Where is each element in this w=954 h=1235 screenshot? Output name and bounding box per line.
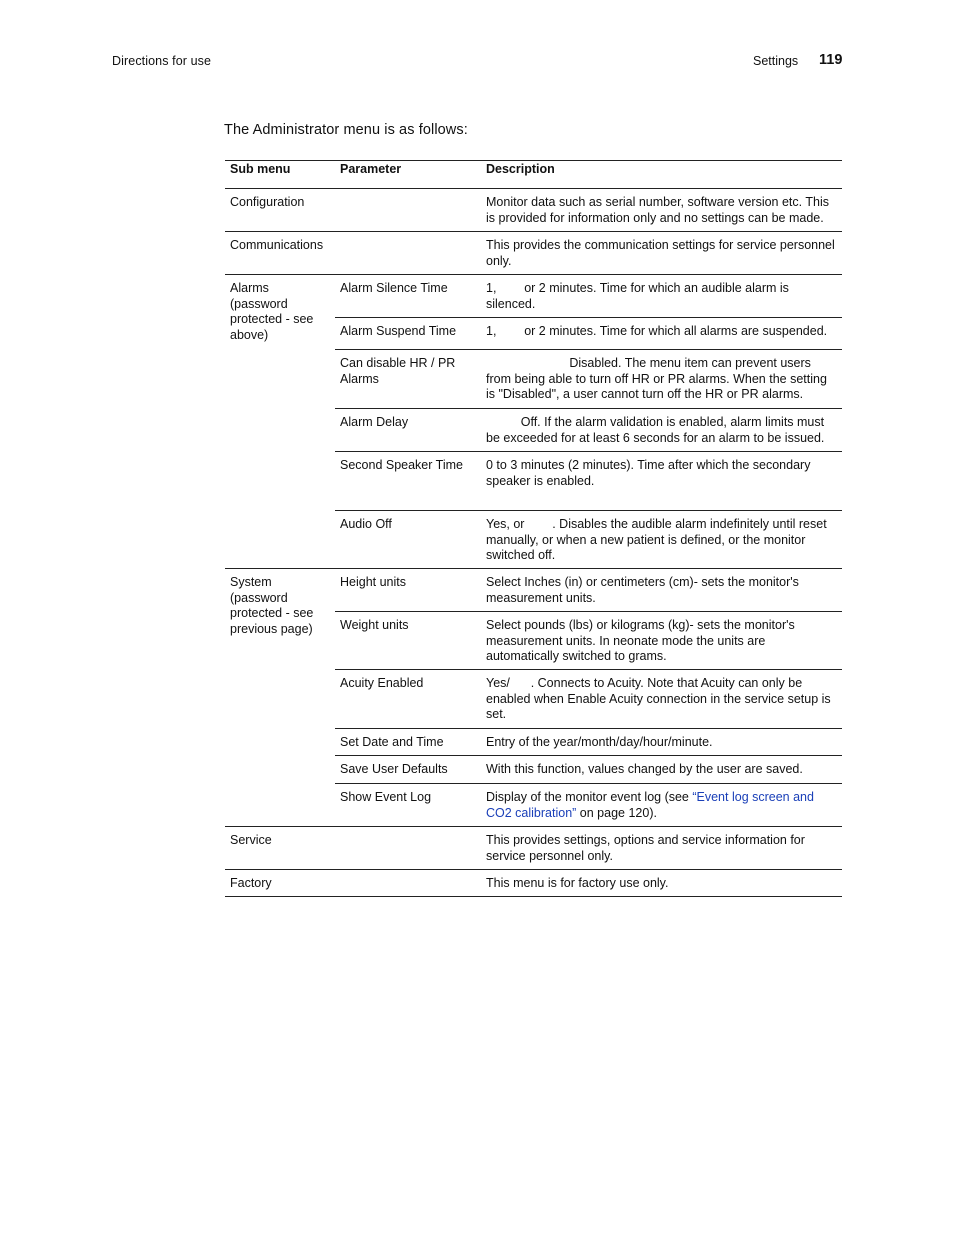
description-cell [481, 784, 842, 827]
parameter-cell [335, 870, 481, 897]
description-cell: Entry of the year/month/day/hour/minute. [481, 729, 842, 756]
parameter-cell [335, 232, 481, 275]
description-cell: This provides settings, options and service information for service personnel only. [481, 827, 842, 870]
cross-reference-link[interactable]: “Event log screen and CO2 calibration” [486, 790, 818, 820]
table-row [225, 827, 842, 870]
parameter-cell: Save User Defaults [335, 756, 481, 784]
parameter-cell: Acuity Enabled [335, 670, 481, 729]
parameter-cell: Audio Off [335, 511, 481, 569]
column-header-parameter: Parameter [335, 161, 481, 189]
parameter-cell: Height units [335, 569, 481, 612]
description-cell: Disabled. The menu item can prevent users from being able to turn off HR or PR alarms. When the setting is "Disabled", a user cannot turn off the HR or PR alarms. [481, 350, 842, 409]
table-header-row [225, 161, 842, 189]
description-cell: This menu is for factory use only. [481, 870, 842, 897]
description-text: Display of the monitor event log (see [486, 790, 693, 804]
parameter-cell [335, 189, 481, 232]
column-header-submenu: Sub menu [225, 161, 335, 189]
description-cell: Monitor data such as serial number, software version etc. This is provided for information only and no settings can be made. [481, 189, 842, 232]
running-header-section: Settings [753, 54, 799, 68]
parameter-cell: Show Event Log [335, 784, 481, 827]
column-header-description: Description [481, 161, 842, 189]
intro-text: The Administrator menu is as follows: [224, 122, 468, 138]
description-cell: Yes/ . Connects to Acuity. Note that Acuity can only be enabled when Enable Acuity connection in the service setup is set. [481, 670, 842, 729]
submenu-cell: Factory [225, 870, 335, 897]
parameter-cell [335, 827, 481, 870]
parameter-cell: Weight units [335, 612, 481, 670]
page-number: 119 [819, 52, 843, 68]
submenu-cell: Configuration [225, 189, 335, 232]
table-row [225, 275, 842, 318]
description-text: on page 120). [576, 805, 657, 820]
table-row [225, 189, 842, 232]
administrator-menu-table [225, 160, 842, 897]
running-header-title: Directions for use [112, 54, 212, 68]
description-cell: This provides the communication settings for service personnel only. [481, 232, 842, 275]
submenu-cell: Communications [225, 232, 335, 275]
table-row [225, 232, 842, 275]
submenu-cell: System (password protected - see previous page) [225, 569, 335, 827]
description-cell: Select pounds (lbs) or kilograms (kg)- sets the monitor's measurement units. In neonate mode the units are automatically switched to grams. [481, 612, 842, 670]
parameter-cell: Alarm Silence Time [335, 275, 481, 318]
parameter-cell: Set Date and Time [335, 729, 481, 756]
table-row [225, 870, 842, 897]
description-cell: 1, or 2 minutes. Time for which an audible alarm is silenced. [481, 275, 842, 318]
description-cell: With this function, values changed by the user are saved. [481, 756, 842, 784]
parameter-cell: Alarm Delay [335, 409, 481, 452]
submenu-cell: Alarms (password protected - see above) [225, 275, 335, 569]
description-cell: Yes, or . Disables the audible alarm indefinitely until reset manually, or when a new patient is defined, or the monitor switched off. [481, 511, 842, 569]
description-cell: Off. If the alarm validation is enabled, alarm limits must be exceeded for at least 6 seconds for an alarm to be issued. [481, 409, 842, 452]
table-row [225, 569, 842, 612]
parameter-cell: Alarm Suspend Time [335, 318, 481, 350]
submenu-cell: Service [225, 827, 335, 870]
description-cell: Select Inches (in) or centimeters (cm)- sets the monitor's measurement units. [481, 569, 842, 612]
description-cell: 0 to 3 minutes (2 minutes). Time after which the secondary speaker is enabled. [481, 452, 842, 511]
description-cell: 1, or 2 minutes. Time for which all alarms are suspended. [481, 318, 842, 350]
parameter-cell: Second Speaker Time [335, 452, 481, 511]
table-body [225, 189, 842, 897]
parameter-cell: Can disable HR / PR Alarms [335, 350, 481, 409]
